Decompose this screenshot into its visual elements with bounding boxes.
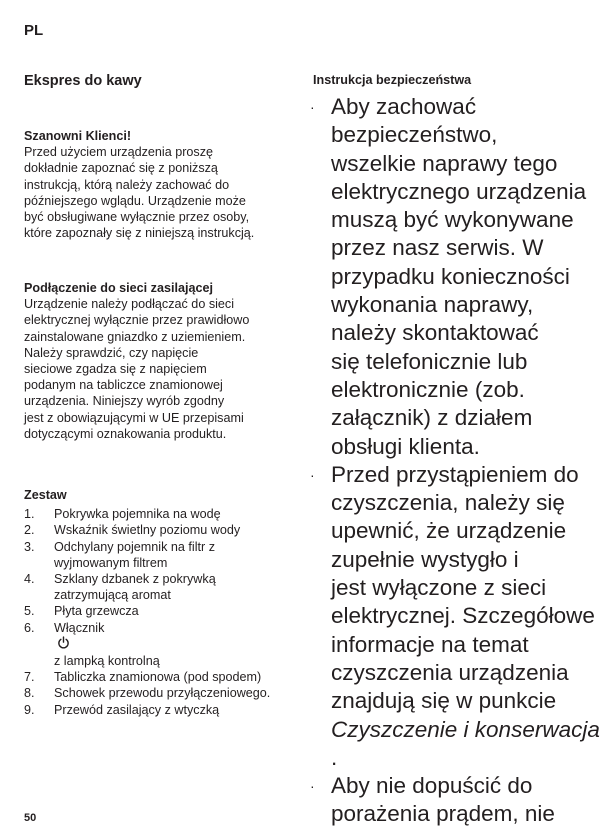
greeting-line: być obsługiwane wyłącznie przez osoby,	[24, 210, 250, 225]
greeting-line: dokładnie zapoznać się z poniższą	[24, 161, 218, 176]
safety-bullet	[310, 461, 610, 772]
bullet-line-italic	[331, 716, 600, 773]
list-item	[24, 603, 296, 619]
safety-bullets	[310, 93, 610, 829]
bullet-line: jest wyłączone z sieci	[331, 575, 547, 601]
bullet-line: należy skontaktować	[331, 320, 539, 346]
connection-line: urządzenia. Niniejszy wyrób zgodny	[24, 394, 225, 409]
connection-line: Należy sprawdzić, czy napięcie	[24, 345, 199, 360]
connection-heading: Podłączenie do sieci zasilającej	[24, 281, 213, 295]
greeting-heading: Szanowni Klienci!	[24, 129, 132, 143]
bullet-line: wszelkie naprawy tego	[331, 150, 558, 176]
item-number: 3.	[24, 539, 35, 554]
item-text: Przewód zasilający z wtyczką	[54, 702, 220, 717]
item-text-after-icon: z lampką kontrolną	[54, 654, 160, 669]
item-text: Schowek przewodu przyłączeniowego.	[54, 686, 271, 701]
page-number: 50	[24, 812, 37, 824]
greeting-line: które zapoznały się z niniejszą instrukcją.	[24, 226, 255, 241]
safety-bullet	[310, 772, 610, 829]
item-text: Płyta grzewcza	[54, 604, 139, 619]
list-item	[24, 506, 296, 522]
language-code: PL	[24, 22, 44, 39]
list-item	[24, 702, 296, 718]
item-text-continued: wyjmowanym filtrem	[54, 555, 168, 570]
bullet-line: przez nasz serwis. W	[331, 235, 544, 261]
item-text: Szklany dzbanek z pokrywką	[54, 572, 216, 587]
bullet-line: muszą być wykonywane	[331, 207, 574, 233]
list-item	[24, 620, 296, 670]
item-text: Wskaźnik świetlny poziomu wody	[54, 523, 241, 538]
bullet-line: porażenia prądem, nie	[331, 801, 555, 827]
bullet-line: znajdują się w punkcie	[331, 688, 557, 714]
connection-line: dotyczącymi oznakowania produktu.	[24, 426, 227, 441]
bullet-line: Aby nie dopuścić do	[331, 773, 533, 799]
safety-bullet	[310, 93, 610, 461]
item-text-continued: zatrzymującą aromat	[54, 588, 171, 603]
document-title: Ekspres do kawy	[24, 73, 142, 89]
bullet-line: obsługi klienta.	[331, 433, 480, 459]
bullet-line: elektronicznie (zob.	[331, 376, 525, 402]
item-text: Pokrywka pojemnika na wodę	[54, 507, 221, 522]
item-number: 9.	[24, 702, 35, 717]
item-number: 8.	[24, 686, 35, 701]
power-icon	[57, 636, 158, 653]
bullet-line: się telefonicznie lub	[331, 348, 528, 374]
connection-line: elektrycznej wyłącznie przez prawidłowo	[24, 313, 250, 328]
set-heading: Zestaw	[24, 488, 67, 502]
item-text: Tabliczka znamionowa (pod spodem)	[54, 670, 262, 685]
bullet-line: przypadku konieczności	[331, 263, 570, 289]
list-item	[24, 669, 296, 685]
greeting-line: późniejszego wglądu. Urządzenie może	[24, 193, 246, 208]
connection-section	[24, 280, 296, 442]
bullet-line: elektrycznego urządzenia	[331, 178, 587, 204]
bullet-dot: ·	[310, 466, 315, 483]
connection-line: sieciowe zgadza się z napięciem	[24, 362, 207, 377]
item-number: 6.	[24, 620, 35, 635]
bullet-line: Przed przystąpieniem do	[331, 461, 579, 487]
bullet-line: Aby zachować	[331, 94, 477, 119]
item-number: 5.	[24, 604, 35, 619]
item-number: 7.	[24, 670, 35, 685]
list-item	[24, 685, 296, 701]
set-section	[24, 487, 296, 718]
period: .	[331, 744, 338, 770]
bullet-line: upewnić, że urządzenie	[331, 518, 567, 544]
connection-line: zainstalowane gniazdko z uziemieniem.	[24, 329, 246, 344]
bullet-line: bezpieczeństwo,	[331, 122, 498, 148]
bullet-dot: ·	[310, 778, 315, 795]
bullet-line: informacje na temat	[331, 631, 529, 657]
bullet-line: wykonania naprawy,	[331, 292, 534, 318]
item-number: 1.	[24, 507, 35, 522]
bullet-line: załącznik) z działem	[331, 405, 533, 431]
item-number: 4.	[24, 572, 35, 587]
item-text-line	[54, 620, 160, 670]
parts-list	[24, 506, 296, 718]
greeting-line: Przed użyciem urządzenia proszę	[24, 145, 213, 160]
item-text: Odchylany pojemnik na filtr z	[54, 539, 215, 554]
bullet-line: czyszczenia, należy się	[331, 490, 565, 516]
list-item	[24, 539, 296, 571]
list-item	[24, 522, 296, 538]
safety-heading: Instrukcja bezpieczeństwa	[313, 73, 472, 87]
section-reference: Czyszczenie i konserwacja	[331, 716, 600, 742]
bullet-line: czyszczenia urządzenia	[331, 659, 569, 685]
list-item	[24, 571, 296, 603]
bullet-line: elektrycznej. Szczegółowe	[331, 603, 595, 629]
connection-line: Urządzenie należy podłączać do sieci	[24, 297, 235, 312]
bullet-dot: ·	[310, 99, 315, 115]
connection-line: jest z obowiązującymi w UE przepisami	[24, 410, 244, 425]
greeting-line: instrukcją, którą należy zachować do	[24, 177, 230, 192]
greeting-section	[24, 128, 296, 241]
item-number: 2.	[24, 523, 35, 538]
item-text: Włącznik	[54, 620, 105, 635]
connection-line: podanym na tabliczce znamionowej	[24, 378, 223, 393]
bullet-line: zupełnie wystygło i	[331, 546, 519, 572]
